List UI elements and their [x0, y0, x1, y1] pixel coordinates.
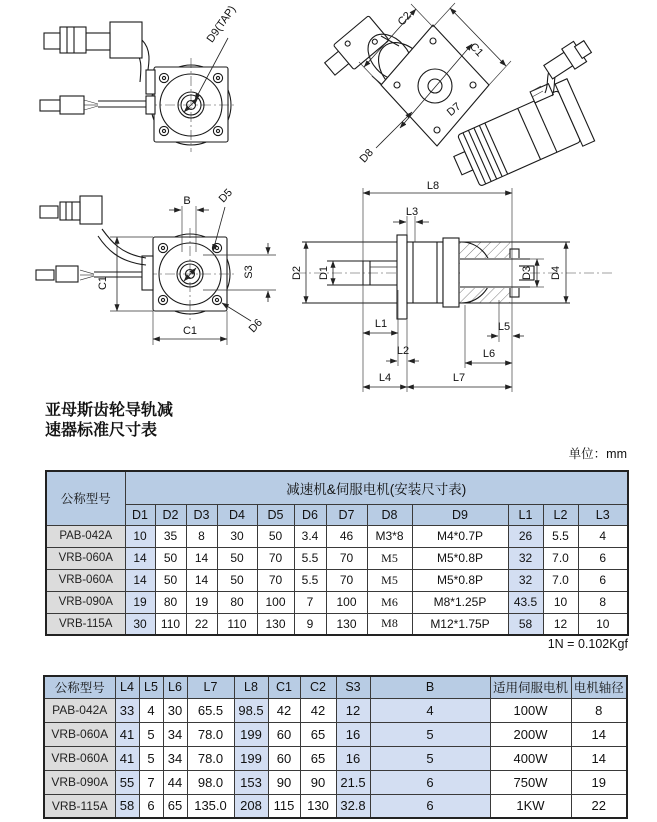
column-header: D9 — [412, 504, 508, 525]
dimension-cell: 6 — [578, 547, 628, 569]
dimension-cell: 8 — [578, 591, 628, 613]
model-cell: PAB-042A — [44, 698, 115, 722]
dimension-cell: 70 — [257, 547, 294, 569]
dimension-cell: 4 — [370, 698, 490, 722]
dimension-cell: 80 — [155, 591, 186, 613]
column-header: L4 — [115, 676, 139, 698]
table-row — [44, 698, 627, 722]
table-row — [46, 613, 628, 635]
model-cell: VRB-115A — [44, 794, 115, 818]
dimension-cell: 130 — [300, 794, 336, 818]
page-title — [45, 401, 173, 441]
dimension-cell: 14 — [571, 746, 627, 770]
dimension-cell: 19 — [125, 591, 155, 613]
dimension-cell: 10 — [125, 525, 155, 547]
model-cell: VRB-060A — [44, 722, 115, 746]
dim-label-l6: L6 — [482, 348, 496, 360]
dimension-cell: 130 — [326, 613, 367, 635]
dimension-cell: 14 — [571, 722, 627, 746]
dimension-cell: 65 — [163, 794, 187, 818]
dimension-cell: 65.5 — [187, 698, 234, 722]
model-column-header: 公称型号 — [44, 676, 115, 698]
page-title-line1: 亚母斯齿轮导轨减 — [45, 402, 174, 419]
dimension-cell: M5*0.8P — [412, 569, 508, 591]
dimension-cell: 8 — [571, 698, 627, 722]
dimension-cell: 7 — [294, 591, 326, 613]
dim-label-iso-d7: D7 — [444, 100, 464, 119]
dimension-cell: 50 — [155, 547, 186, 569]
dim-label-s3: S3 — [243, 265, 255, 279]
dimension-cell: M4*0.7P — [412, 525, 508, 547]
dimension-cell: 3.4 — [294, 525, 326, 547]
dimension-cell: 32.8 — [336, 794, 370, 818]
dim-label-b: B — [183, 195, 191, 207]
dimension-cell: 41 — [115, 746, 139, 770]
dimension-cell: 30 — [217, 525, 257, 547]
conversion-note: 1N = 0.102Kgf — [547, 637, 628, 651]
dimension-cell: 4 — [139, 698, 163, 722]
mounting-dimensions-table — [45, 470, 629, 636]
dimension-cell: 46 — [326, 525, 367, 547]
dimension-cell: 43.5 — [508, 591, 543, 613]
dimension-cell: 35 — [155, 525, 186, 547]
dimension-cell: 50 — [217, 547, 257, 569]
dimension-cell: 5 — [370, 722, 490, 746]
dimension-cell: 8 — [186, 525, 217, 547]
dim-label-c1-left: C1 — [97, 275, 109, 291]
dim-label-l2: L2 — [396, 345, 410, 357]
dimension-cell: M8*1.25P — [412, 591, 508, 613]
dimension-cell: 5 — [139, 722, 163, 746]
dimension-cell: 41 — [115, 722, 139, 746]
column-header: C1 — [268, 676, 300, 698]
dim-label-l7: L7 — [452, 372, 466, 384]
dimension-cell: 90 — [300, 770, 336, 794]
model-cell: VRB-060A — [44, 746, 115, 770]
table-row — [44, 794, 627, 818]
dimension-cell: 199 — [234, 746, 268, 770]
column-header: L6 — [163, 676, 187, 698]
group-header: 减速机&伺服电机(安装尺寸表) — [125, 471, 628, 504]
dimension-cell: 153 — [234, 770, 268, 794]
dimension-cell: 60 — [268, 746, 300, 770]
dimension-cell: 7 — [139, 770, 163, 794]
dimension-cell: 100 — [326, 591, 367, 613]
dim-label-iso-d8: D8 — [357, 146, 376, 166]
dimension-cell: M3*8 — [367, 525, 412, 547]
dim-label-d2: D2 — [291, 265, 303, 281]
dimension-cell: 44 — [163, 770, 187, 794]
column-header: D3 — [186, 504, 217, 525]
dimension-cell: 199 — [234, 722, 268, 746]
dimension-cell: 400W — [490, 746, 571, 770]
dim-label-d4: D4 — [550, 265, 562, 281]
column-header: 适用伺服电机 — [490, 676, 571, 698]
column-header: L3 — [578, 504, 628, 525]
dimension-cell: M5 — [367, 569, 412, 591]
dimension-cell: 50 — [217, 569, 257, 591]
dimension-cell: 33 — [115, 698, 139, 722]
dimension-cell: 26 — [508, 525, 543, 547]
dimension-cell: M6 — [367, 591, 412, 613]
dimension-cell: 19 — [571, 770, 627, 794]
dimension-cell: 65 — [300, 722, 336, 746]
column-header: D1 — [125, 504, 155, 525]
dim-label-d6: D6 — [246, 316, 265, 336]
dimension-cell: 32 — [508, 569, 543, 591]
column-header: D7 — [326, 504, 367, 525]
dimension-cell: 200W — [490, 722, 571, 746]
dimension-cell: 58 — [115, 794, 139, 818]
dimension-cell: M5*0.8P — [412, 547, 508, 569]
dimension-cell: M12*1.75P — [412, 613, 508, 635]
front-view-drawing — [40, 4, 238, 152]
dim-label-d5: D5 — [216, 186, 235, 206]
dimension-cell: 115 — [268, 794, 300, 818]
dimension-cell: M8 — [367, 613, 412, 635]
column-header: L7 — [187, 676, 234, 698]
table-row — [46, 591, 628, 613]
dimension-cell: 9 — [294, 613, 326, 635]
table-row — [44, 746, 627, 770]
dimension-cell: 100W — [490, 698, 571, 722]
dimension-cell: 70 — [326, 547, 367, 569]
dim-label-iso-c1: C1 — [467, 40, 486, 60]
dimension-cell: 6 — [139, 794, 163, 818]
dimension-cell: 78.0 — [187, 746, 234, 770]
dimension-cell: 7.0 — [543, 569, 578, 591]
dimension-cell: 100 — [257, 591, 294, 613]
table-row — [46, 547, 628, 569]
dim-label-l1: L1 — [374, 318, 388, 330]
column-header: L2 — [543, 504, 578, 525]
dimension-cell: 14 — [186, 569, 217, 591]
dimension-cell: 34 — [163, 746, 187, 770]
dimension-cell: 19 — [186, 591, 217, 613]
dimension-cell: 58 — [508, 613, 543, 635]
dimension-cell: 135.0 — [187, 794, 234, 818]
column-header: D2 — [155, 504, 186, 525]
dimension-cell: 70 — [326, 569, 367, 591]
column-header: 电机轴径 — [571, 676, 627, 698]
dimension-cell: 7.0 — [543, 547, 578, 569]
table-row — [44, 770, 627, 794]
dimension-cell: 12 — [543, 613, 578, 635]
dimension-cell: 70 — [257, 569, 294, 591]
dimension-cell: 14 — [186, 547, 217, 569]
unit-note: 单位：mm — [568, 447, 627, 461]
dimension-cell: 5.5 — [294, 547, 326, 569]
column-header: L5 — [139, 676, 163, 698]
dimension-cell: 16 — [336, 722, 370, 746]
dimension-cell: 42 — [268, 698, 300, 722]
dimension-cell: 130 — [257, 613, 294, 635]
dimension-cell: M5 — [367, 547, 412, 569]
dimension-cell: 4 — [578, 525, 628, 547]
dimension-cell: 65 — [300, 746, 336, 770]
dimension-cell: 80 — [217, 591, 257, 613]
dimension-cell: 5.5 — [543, 525, 578, 547]
dimension-cell: 34 — [163, 722, 187, 746]
model-cell: VRB-060A — [46, 547, 125, 569]
dimension-cell: 55 — [115, 770, 139, 794]
dimension-cell: 42 — [300, 698, 336, 722]
dim-label-l4: L4 — [378, 372, 392, 384]
dimension-cell: 22 — [186, 613, 217, 635]
model-cell: VRB-060A — [46, 569, 125, 591]
dimension-cell: 110 — [217, 613, 257, 635]
model-column-header: 公称型号 — [46, 471, 125, 525]
dimension-cell: 6 — [370, 794, 490, 818]
model-cell: PAB-042A — [46, 525, 125, 547]
model-cell: VRB-090A — [44, 770, 115, 794]
table-row — [46, 525, 628, 547]
dimension-cell: 50 — [257, 525, 294, 547]
dimension-cell: 12 — [336, 698, 370, 722]
dimension-front-view-drawing — [36, 187, 276, 345]
column-header: B — [370, 676, 490, 698]
dimension-cell: 750W — [490, 770, 571, 794]
dim-label-l5: L5 — [497, 321, 511, 333]
table-row — [46, 569, 628, 591]
model-cell: VRB-090A — [46, 591, 125, 613]
side-section-view-drawing — [291, 180, 612, 392]
column-header: D4 — [217, 504, 257, 525]
dimension-cell: 5 — [370, 746, 490, 770]
column-header: D6 — [294, 504, 326, 525]
table-row — [44, 722, 627, 746]
dim-label-d3: D3 — [521, 265, 533, 281]
model-cell: VRB-115A — [46, 613, 125, 635]
isometric-view-drawing — [320, 3, 595, 196]
dimension-cell: 78.0 — [187, 722, 234, 746]
dim-label-d9-tap: D9(TAP) — [204, 3, 239, 45]
dim-label-l8: L8 — [426, 180, 440, 192]
length-dimensions-table — [43, 675, 628, 819]
page-title-line2: 速器标准尺寸表 — [45, 422, 158, 439]
dimension-cell: 98.0 — [187, 770, 234, 794]
dimension-cell: 6 — [370, 770, 490, 794]
dimension-cell: 1KW — [490, 794, 571, 818]
dimension-cell: 110 — [155, 613, 186, 635]
dimension-cell: 30 — [125, 613, 155, 635]
column-header: D8 — [367, 504, 412, 525]
dim-label-d1: D1 — [318, 265, 330, 281]
dimension-cell: 60 — [268, 722, 300, 746]
dimension-cell: 98.5 — [234, 698, 268, 722]
dimension-cell: 6 — [578, 569, 628, 591]
dimension-cell: 14 — [125, 547, 155, 569]
column-header: L1 — [508, 504, 543, 525]
dimension-cell: 50 — [155, 569, 186, 591]
column-header: L8 — [234, 676, 268, 698]
dimension-cell: 30 — [163, 698, 187, 722]
dimension-cell: 208 — [234, 794, 268, 818]
dimension-cell: 5 — [139, 746, 163, 770]
column-header: C2 — [300, 676, 336, 698]
dim-label-c1-bottom: C1 — [182, 325, 198, 337]
dimension-cell: 5.5 — [294, 569, 326, 591]
dimension-cell: 90 — [268, 770, 300, 794]
dimension-cell: 10 — [543, 591, 578, 613]
column-header: D5 — [257, 504, 294, 525]
column-header: S3 — [336, 676, 370, 698]
dim-label-iso-c2: C2 — [395, 9, 414, 29]
dimension-cell: 10 — [578, 613, 628, 635]
dimension-cell: 14 — [125, 569, 155, 591]
dimension-cell: 21.5 — [336, 770, 370, 794]
dimension-cell: 16 — [336, 746, 370, 770]
dim-label-l3: L3 — [405, 206, 419, 218]
dimension-cell: 32 — [508, 547, 543, 569]
dimension-cell: 22 — [571, 794, 627, 818]
